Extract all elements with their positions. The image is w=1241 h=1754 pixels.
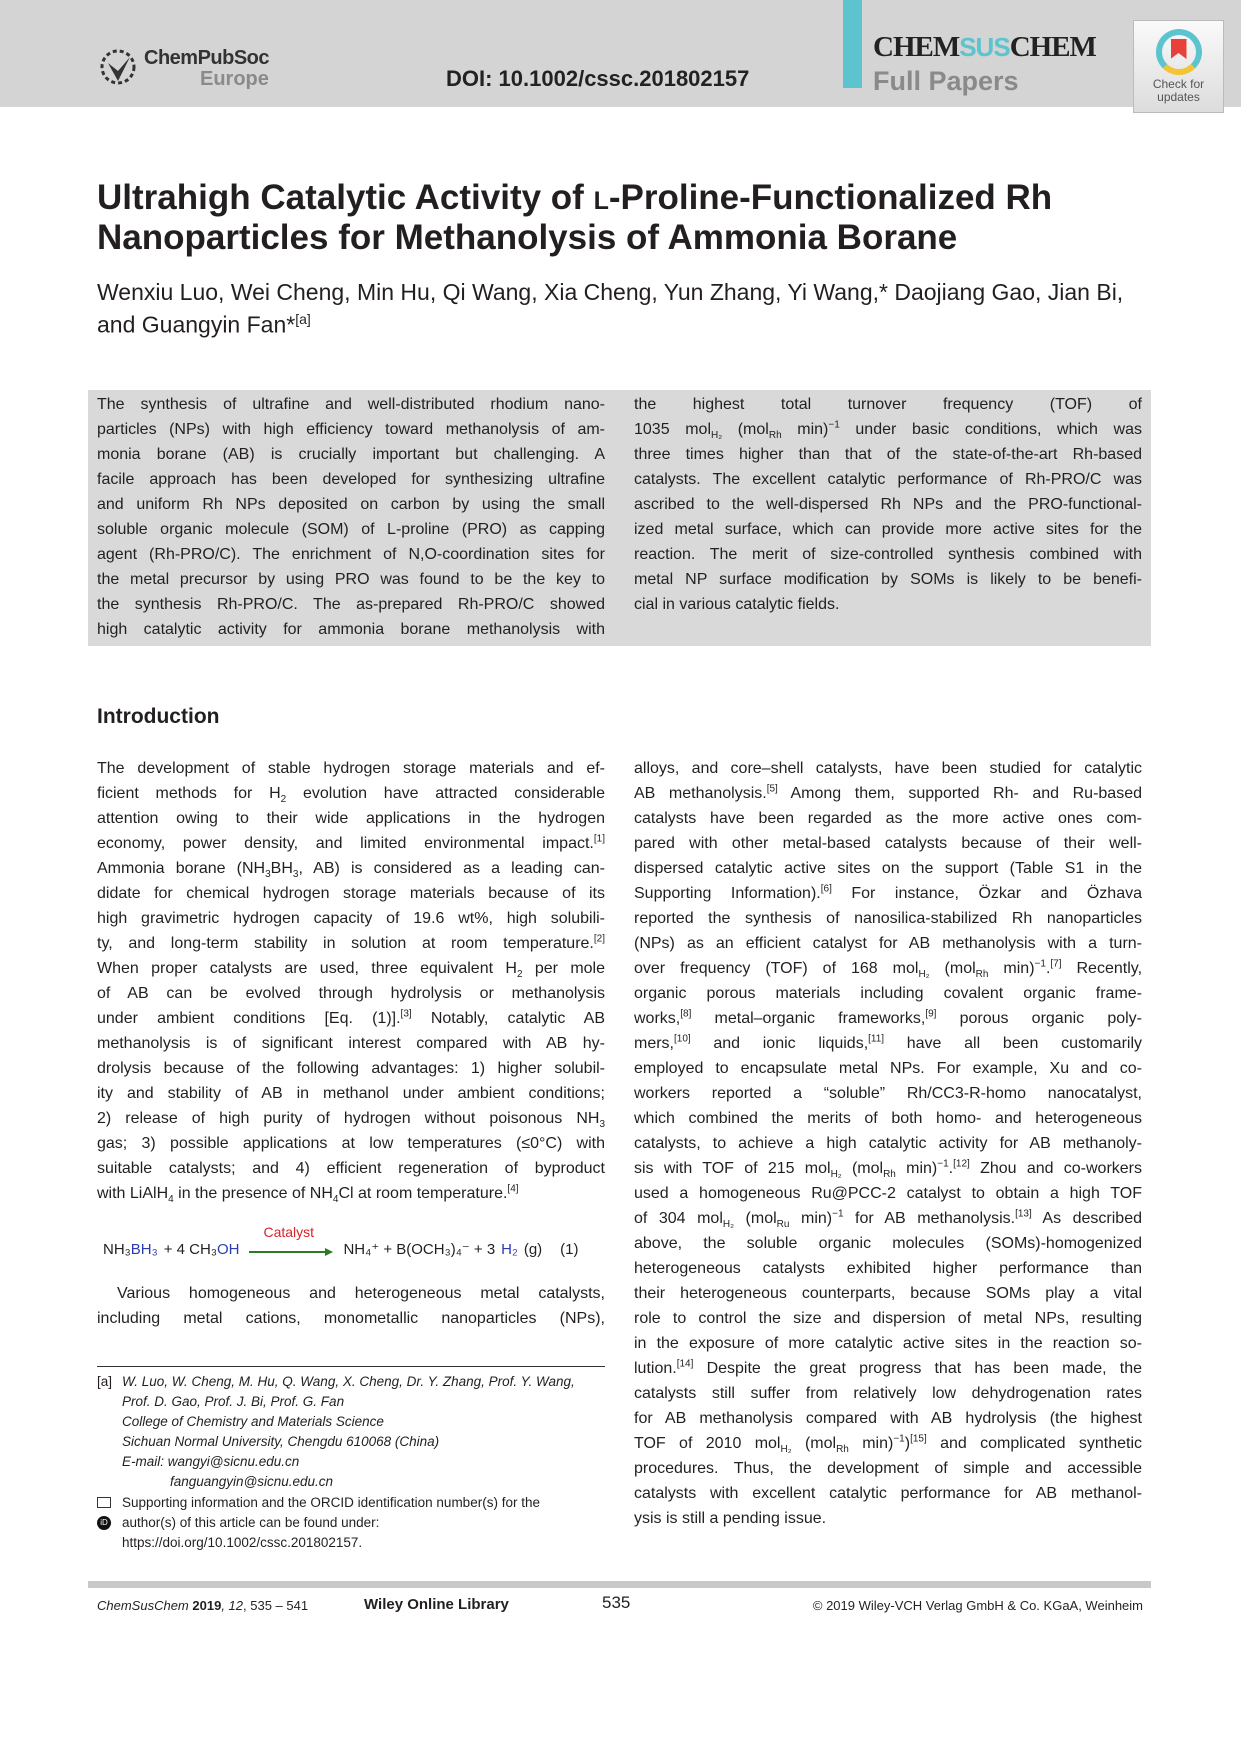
journal-name-c: CHEM (1009, 31, 1096, 63)
authors-text: Wenxiu Luo, Wei Cheng, Min Hu, Qi Wang, Xia Cheng, Yun Zhang, Yi Wang,* Daojiang Gao, Jian Bi, and Guangyin Fan* (97, 279, 1124, 338)
superscript: −1 (1034, 958, 1046, 970)
text-line: procedures. Thus, the development of simple and accessible (634, 1460, 1142, 1477)
superscript: −1 (937, 1158, 949, 1170)
si-line: Supporting information and the ORCID identification number(s) for the (122, 1495, 540, 1510)
eq-term: H₂ (501, 1241, 518, 1258)
text-line: didate for chemical hydrogen storage materials because of its (97, 885, 605, 902)
affiliation-footnote (97, 1372, 607, 1492)
subscript: Rh (836, 1444, 849, 1456)
orcid-icon: iD (97, 1516, 111, 1530)
body-right (634, 756, 1142, 1531)
text-line: economy, power density, and limited environmental impact.[1] (97, 833, 605, 852)
reaction-arrow-icon (249, 1251, 327, 1253)
text-line: employed to encapsulate metal NPs. For example, Xu and co- (634, 1060, 1142, 1077)
text-line: When proper catalysts are used, three equivalent $H_2$ per mole (97, 960, 605, 981)
footnote-line: W. Luo, W. Cheng, M. Hu, Q. Wang, X. Cheng, Dr. Y. Zhang, Prof. Y. Wang, (122, 1374, 575, 1389)
text-line: metal NP surface modification by SOMs is likely to be benefi- (634, 571, 1142, 588)
abstract-left (97, 392, 605, 642)
text-line: in the exposure of more catalytic active sites in the reaction so- (634, 1335, 1142, 1352)
text-line: pared with other metal-based catalysts because of their well- (634, 835, 1142, 852)
text-line: above, the soluble organic molecules (SOMs)-homogenized (634, 1235, 1142, 1252)
text-line: and uniform Rh NPs deposited on carbon by using the small (97, 496, 605, 513)
text-line: alloys, and core–shell catalysts, have been studied for catalytic (634, 760, 1142, 777)
text-line: (NPs) as an efficient catalyst for AB methanolysis with a turn- (634, 935, 1142, 952)
text-line: mers,[10] and ionic liquids,[11] have all been customarily (634, 1033, 1142, 1052)
text-line: including metal cations, monometallic nanoparticles (NPs), (97, 1310, 605, 1327)
text-line: Various homogeneous and heterogeneous metal catalysts, (117, 1285, 605, 1302)
text-line: AB methanolysis.[5] Among them, supported Rh- and Ru-based (634, 783, 1143, 802)
footer-pages: , 535 – 541 (243, 1598, 309, 1613)
text-line: monia borane (AB) is crucially important but challenging. A (97, 446, 605, 463)
text-line: used a homogeneous Ru@PCC-2 catalyst to obtain a high TOF (634, 1185, 1142, 1202)
title-part: Ultrahigh Catalytic Activity of (97, 178, 594, 217)
subscript: H₂ (830, 1169, 842, 1181)
journal-name-b: SUS (959, 32, 1010, 62)
footer-bar (88, 1581, 1151, 1588)
footnote-line: Prof. D. Gao, Prof. J. Bi, Prof. G. Fan (122, 1394, 345, 1409)
title-part: -Proline-Functionalized Rh Nanoparticles for Methanolysis of Ammonia Borane (97, 178, 1053, 257)
page-number: 535 (602, 1593, 631, 1612)
text-line: Ammonia borane ($NH_3BH_3$, AB) is considered as a leading can- (97, 860, 605, 881)
text-line: three times higher than that of the state-of-the-art Rh-based (634, 446, 1142, 463)
abstract-right (634, 392, 1142, 617)
text-line: ysis is still a pending issue. (634, 1510, 827, 1527)
text-line: 1035 mol$_{H_2}$ (mol$_{Rh}$ min)$^{-1}$ under basic conditions, which was (634, 419, 1142, 442)
text-line: catalysts with excellent catalytic performance for AB methanol- (634, 1485, 1142, 1502)
subscript: 3 (292, 869, 299, 881)
article-title (97, 178, 1157, 258)
supporting-info-note (97, 1493, 607, 1553)
text-line: cial in various catalytic fields. (634, 596, 840, 613)
eq-term: (g) (523, 1241, 543, 1258)
text-line: the synthesis Rh-PRO/C. The as-prepared Rh-PRO/C showed (97, 596, 605, 613)
text-line: ficient methods for $H_2$ evolution have attracted considerable (97, 785, 605, 806)
section-heading: Introduction (97, 705, 220, 728)
subscript: H₂ (780, 1444, 792, 1456)
text-line: under ambient conditions [Eq. (1)].[3] Notably, catalytic AB (97, 1008, 605, 1027)
eq-term: NH₃ (103, 1241, 131, 1258)
text-line: works,[8] metal–organic frameworks,[9] porous organic poly- (634, 1008, 1142, 1027)
si-line: author(s) of this article can be found under: (122, 1515, 380, 1530)
text-line: agent (Rh-PRO/C). The enrichment of N,O-coordination sites for (97, 546, 605, 563)
text-line: reported the synthesis of nanosilica-stabilized Rh nanoparticles (634, 910, 1142, 927)
text-line: catalysts still suffer from relatively low dehydrogenation rates (634, 1385, 1142, 1402)
wiley-online-library-link[interactable]: Wiley Online Library (364, 1596, 509, 1613)
text-line: for AB methanolysis compared with AB hydrolysis (the highest (634, 1410, 1142, 1427)
text-line: soluble organic molecule (SOM) of L-proline (PRO) as capping (97, 521, 605, 538)
text-line: the metal precursor by using PRO was found to be the key to (97, 571, 605, 588)
text-line: particles (NPs) with high efficiency toward methanolysis of am- (97, 421, 605, 438)
superscript: [14] (676, 1358, 694, 1370)
footer-volume: 12 (228, 1598, 244, 1613)
subscript: H₂ (722, 1219, 734, 1231)
text-line: attention owing to their wide applications in the hydrogen (97, 810, 605, 827)
text-line: The development of stable hydrogen storage materials and ef- (97, 760, 605, 777)
subscript: Rh (883, 1169, 896, 1181)
superscript: [8] (680, 1008, 692, 1020)
email-link[interactable]: fanguangyin@sicnu.edu.cn (170, 1474, 334, 1489)
title-part: l (593, 178, 609, 217)
text-line: TOF of 2010 mol$_{H_2}$ (mol$_{Rh}$ min)$^{-1}$)[15] and complicated synthetic (634, 1433, 1143, 1456)
eq-term: OH (216, 1241, 240, 1258)
eq-catalyst-label: Catalyst (263, 1224, 315, 1240)
header-accent-bar (843, 0, 862, 88)
text-line: catalysts. The excellent catalytic performance of Rh-PRO/C was (634, 471, 1142, 488)
email-link[interactable]: E-mail: wangyi@sicnu.edu.cn (122, 1454, 300, 1469)
text-line: high gravimetric hydrogen capacity of 19.6 wt%, high solubili- (97, 910, 605, 927)
superscript: [9] (925, 1008, 937, 1020)
publisher-name: ChemPubSoc (144, 47, 270, 69)
subscript: 2 (280, 794, 287, 806)
footnote-line: College of Chemistry and Materials Science (122, 1414, 384, 1429)
subscript: 2 (516, 969, 523, 981)
superscript: −1 (832, 1208, 844, 1220)
doi[interactable]: DOI: 10.1002/cssc.201802157 (446, 66, 750, 91)
eq-number: (1) (560, 1241, 579, 1258)
citation: ChemSusChem 2019, 12, 535 – 541 (97, 1598, 309, 1613)
text-line: ized metal surface, which can provide more active sites for the (634, 521, 1142, 538)
superscript: [6] (820, 883, 832, 895)
text-line: of AB can be evolved through hydrolysis or methanolysis (97, 985, 605, 1002)
superscript: [3] (400, 1008, 412, 1020)
superscript: −1 (893, 1433, 905, 1445)
copyright: © 2019 Wiley-VCH Verlag GmbH & Co. KGaA, Weinheim (812, 1598, 1143, 1613)
superscript: [11] (868, 1033, 885, 1045)
section-label: Full Papers (873, 66, 1019, 96)
journal-name-a: CHEM (873, 31, 960, 63)
superscript: [12] (953, 1158, 970, 1170)
author-list (97, 279, 1157, 339)
text-line: ascribed to the well-dispersed Rh NPs and the PRO-functional- (634, 496, 1142, 513)
text-line: lution.[14] Despite the great progress that has been made, the (634, 1358, 1142, 1377)
text-line: sis with TOF of 215 mol$_{H_2}$ (mol$_{Rh}$ min)$^{-1}$.[12] Zhou and co-workers (634, 1158, 1143, 1181)
footer-journal: ChemSusChem (97, 1598, 189, 1613)
subscript: 4 (332, 1194, 339, 1206)
subscript: Rh (768, 430, 782, 442)
publisher-sub: Europe (200, 68, 269, 90)
text-line: catalysts, to achieve a high catalytic activity for AB methanoly- (634, 1135, 1142, 1152)
text-line: catalysts have been regarded as the more active ones com- (634, 810, 1142, 827)
stars-logo-icon (98, 47, 140, 89)
crossmark-icon (1156, 29, 1202, 75)
subscript: Ru (776, 1219, 790, 1231)
body-left (97, 756, 605, 1206)
body-left-continued (97, 1281, 605, 1331)
si-link[interactable]: https://doi.org/10.1002/cssc.201802157. (122, 1535, 363, 1550)
reaction-arrow (249, 1224, 333, 1260)
footnote-line: Sichuan Normal University, Chengdu 610068 (China) (122, 1434, 440, 1449)
text-line: their heterogeneous counterparts, because SOMs play a vital (634, 1285, 1142, 1302)
text-line: heterogeneous catalysts exhibited higher performance than (634, 1260, 1142, 1277)
journal-name (873, 32, 1096, 62)
text-line: which combined the merits of both homo- and heterogeneous (634, 1110, 1142, 1127)
text-line: gas; 3) possible applications at low temperatures (≤0°C) with (97, 1135, 605, 1152)
text-line: suitable catalysts; and 4) efficient regeneration of byproduct (97, 1160, 605, 1177)
text-line: drolysis because of the following advantages: 1) higher solubil- (97, 1060, 605, 1077)
text-line: high catalytic activity for ammonia borane methanolysis with (97, 621, 605, 638)
superscript: [15] (910, 1433, 927, 1445)
subscript: 3 (599, 1119, 605, 1131)
text-line: facile approach has been developed for synthesizing ultrafine (97, 471, 605, 488)
check-for-updates-button[interactable] (1133, 20, 1224, 113)
subscript: H₂ (711, 430, 723, 442)
subscript: H₂ (918, 969, 930, 981)
text-line: reaction. The merit of size-controlled synthesis combined with (634, 546, 1142, 563)
superscript: [10] (674, 1033, 691, 1045)
equation-1 (103, 1224, 603, 1260)
superscript: [7] (1050, 958, 1062, 970)
text-line: The synthesis of ultrafine and well-distributed rhodium nano- (97, 396, 605, 413)
eq-term: BH₃ (130, 1241, 158, 1258)
subscript: Rh (975, 969, 989, 981)
text-line: with LiAlH$_4$ in the presence of $NH_4Cl$ at room temperature.[4] (97, 1183, 519, 1206)
chempubsoc-logo (98, 47, 269, 89)
footnote-label: [a] (97, 1374, 113, 1389)
text-line: of 304 mol$_{H_2}$ (mol$_{Ru}$ min)$^{-1}$ for AB methanolysis.[13] As described (634, 1208, 1142, 1231)
text-line: workers reported a “soluble” Rh/CC3-R-homo nanocatalyst, (634, 1085, 1142, 1102)
footer-year: 2019 (192, 1598, 222, 1613)
text-line: dispersed catalytic active sites on the support (Table S1 in the (634, 860, 1142, 877)
text-line: ity and stability of AB in methanol under ambient conditions; (97, 1085, 605, 1102)
eq-term: NH₄⁺ + B(OCH₃)₄⁻ + 3 (343, 1241, 496, 1258)
superscript: [1] (593, 833, 605, 845)
text-line: role to control the size and dispersion of metal NPs, resulting (634, 1310, 1142, 1327)
affiliation-mark: [a] (295, 311, 311, 327)
computer-icon (97, 1497, 111, 1508)
subscript: 3 (265, 869, 271, 881)
text-line: methanolysis is of significant interest compared with AB hy- (97, 1035, 605, 1052)
check-updates-label: Check for updates (1152, 77, 1205, 104)
superscript: −1 (828, 419, 840, 431)
text-line: organic porous materials including covalent organic frame- (634, 985, 1142, 1002)
footnote-divider (97, 1366, 605, 1367)
text-line: Supporting Information).[6] For instance, Özkar and Özhava (634, 883, 1142, 902)
superscript: [5] (766, 783, 778, 795)
text-line: ty, and long-term stability in solution at room temperature.[2] (97, 933, 605, 952)
text-line: 2) release of high purity of hydrogen without poisonous $NH_3$ (97, 1110, 605, 1131)
superscript: [2] (593, 933, 605, 945)
text-line: over frequency (TOF) of 168 mol$_{H_2}$ (mol$_{Rh}$ min)$^{-1}$.[7] Recently, (634, 958, 1143, 981)
superscript: [13] (1015, 1208, 1032, 1220)
superscript: [4] (507, 1183, 519, 1195)
subscript: 4 (168, 1194, 174, 1206)
eq-term: + 4 CH₃ (163, 1241, 217, 1258)
text-line: the highest total turnover frequency (TOF) of (634, 396, 1142, 413)
